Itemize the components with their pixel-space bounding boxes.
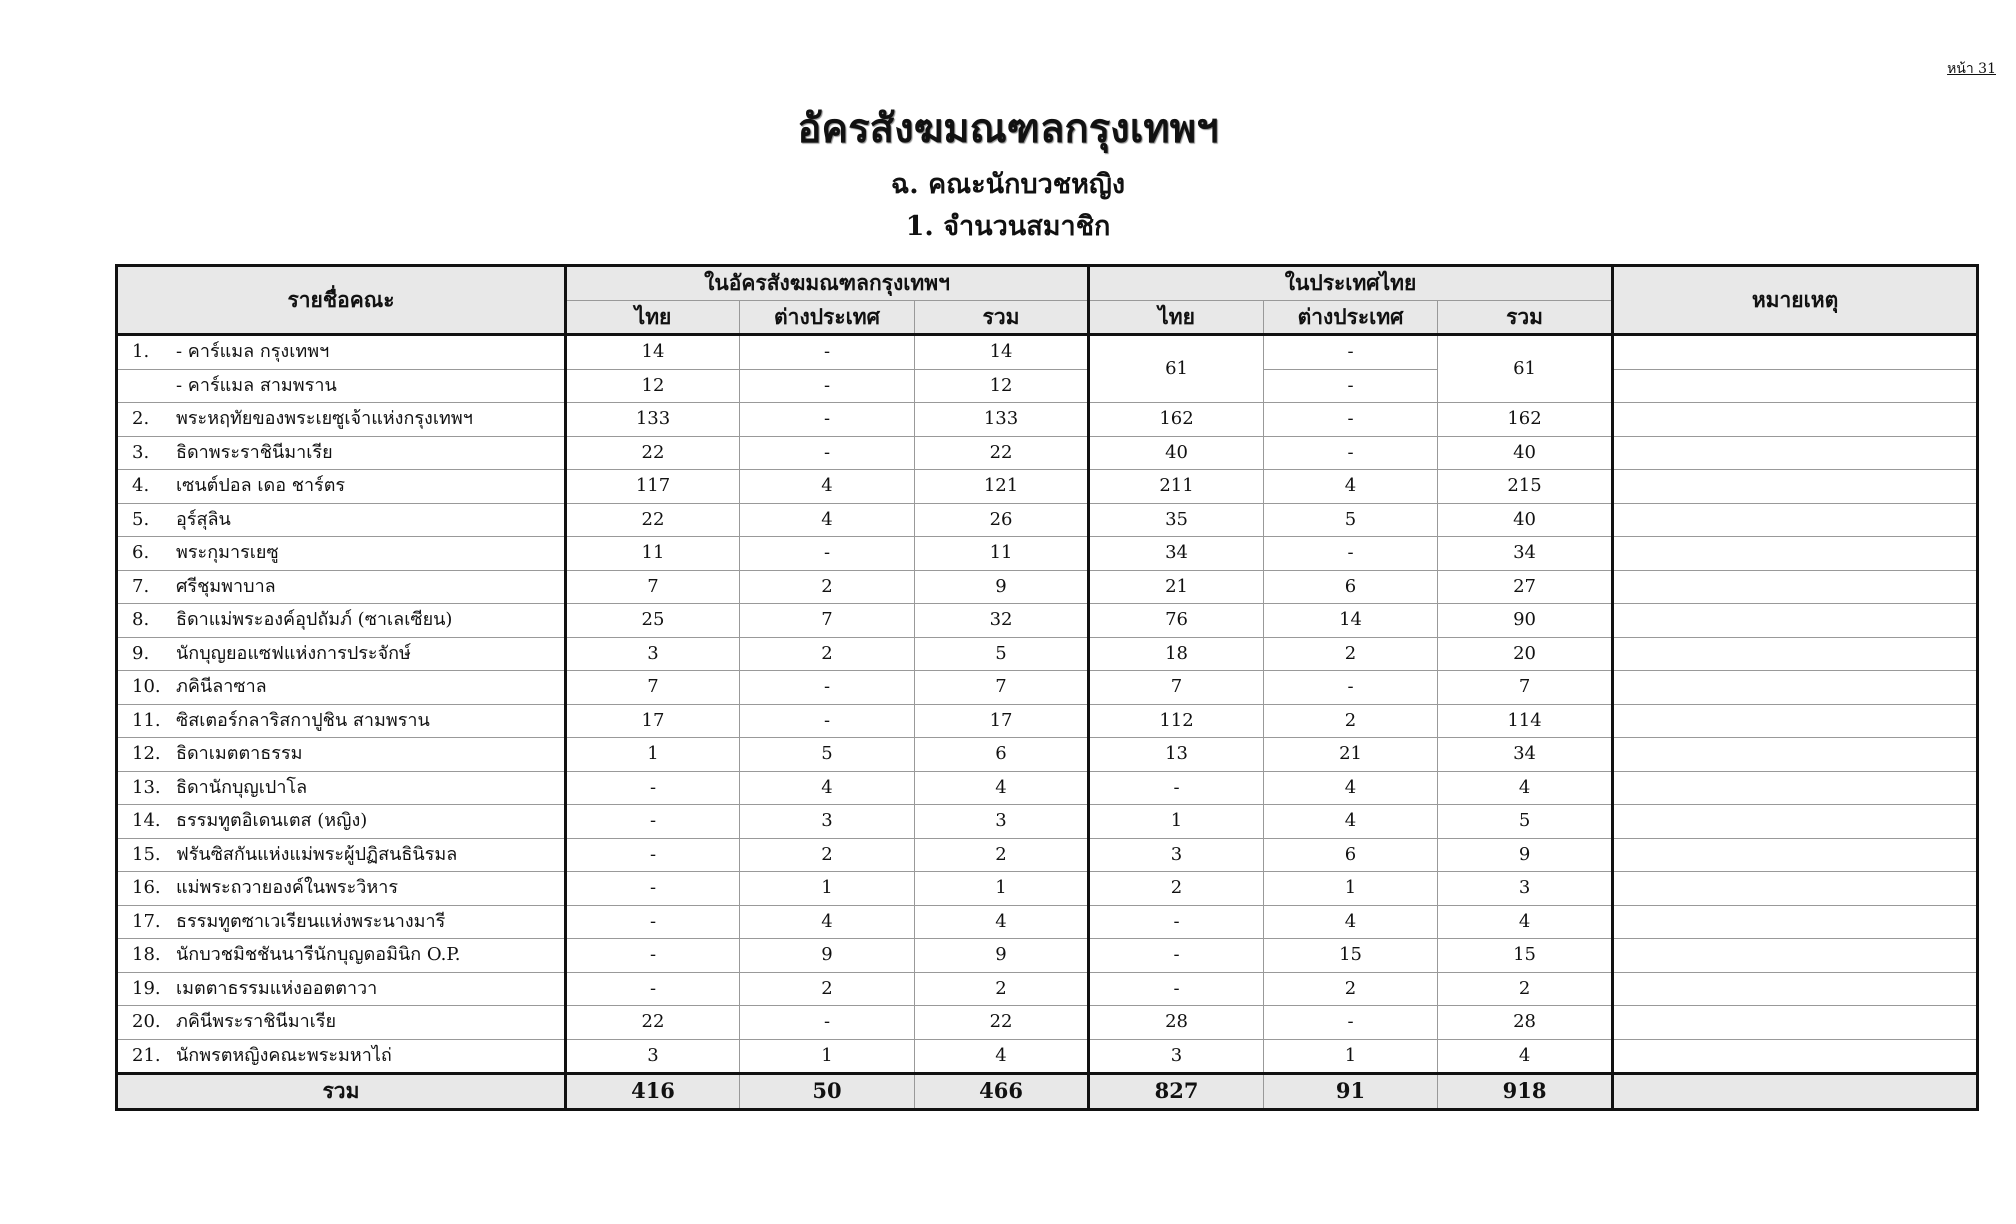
cell-t-thai: 28 [1089, 1006, 1264, 1040]
cell-t-foreign: 6 [1264, 570, 1438, 604]
table-row [117, 805, 1978, 839]
row-name-cell [117, 805, 566, 839]
row-name: นักบวชมิชชันนารีนักบุญดอมินิก O.P. [176, 944, 461, 966]
cell-t-total: 34 [1438, 537, 1613, 571]
row-index: 5. [132, 508, 150, 530]
cell-remark [1613, 1006, 1978, 1040]
cell-t-foreign: 2 [1264, 972, 1438, 1006]
cell-b-foreign: - [740, 1006, 915, 1040]
cell-remark [1613, 805, 1978, 839]
cell-t-foreign: 1 [1264, 1039, 1438, 1074]
cell-b-foreign: - [740, 704, 915, 738]
cell-b-total: 2 [915, 838, 1089, 872]
cell-b-foreign: - [740, 369, 915, 403]
row-name: - คาร์แมล กรุงเทพฯ [176, 341, 330, 363]
cell-remark [1613, 637, 1978, 671]
cell-b-total: 133 [915, 403, 1089, 437]
row-name: ธิดานักบุญเปาโล [176, 776, 308, 798]
cell-b-total: 22 [915, 1006, 1089, 1040]
cell-b-foreign: 4 [740, 905, 915, 939]
row-index: 10. [132, 676, 161, 698]
cell-b-thai: 22 [566, 436, 740, 470]
row-index: 9. [132, 642, 150, 664]
cell-t-thai: - [1089, 771, 1264, 805]
cell-t-foreign: 2 [1264, 637, 1438, 671]
row-name-cell [117, 671, 566, 705]
cell-b-foreign: - [740, 403, 915, 437]
cell-b-thai: 25 [566, 604, 740, 638]
row-index: 7. [132, 575, 150, 597]
cell-t-foreign: 4 [1264, 470, 1438, 504]
row-name: อุร์สุลิน [176, 508, 231, 530]
row-name: ภคินีลาซาล [176, 676, 267, 698]
header-t-total: รวม [1438, 300, 1613, 335]
table-row [117, 604, 1978, 638]
cell-t-foreign: 14 [1264, 604, 1438, 638]
table-row [117, 470, 1978, 504]
row-name-cell [117, 604, 566, 638]
cell-remark [1613, 537, 1978, 571]
table-row [117, 436, 1978, 470]
cell-b-total: 22 [915, 436, 1089, 470]
cell-t-thai: 3 [1089, 838, 1264, 872]
header-t-foreign: ต่างประเทศ [1264, 300, 1438, 335]
total-t-total: 918 [1438, 1074, 1613, 1110]
members-table [115, 264, 1979, 1111]
cell-t-foreign: 21 [1264, 738, 1438, 772]
table-row [117, 738, 1978, 772]
cell-remark [1613, 570, 1978, 604]
cell-b-thai: 14 [566, 335, 740, 370]
cell-t-thai: - [1089, 972, 1264, 1006]
header-name: รายชื่อคณะ [117, 266, 566, 335]
cell-remark [1613, 470, 1978, 504]
table-row [117, 972, 1978, 1006]
cell-b-total: 11 [915, 537, 1089, 571]
row-name: ภคินีพระราชินีมาเรีย [176, 1011, 337, 1033]
cell-t-foreign: 6 [1264, 838, 1438, 872]
cell-b-total: 17 [915, 704, 1089, 738]
cell-t-thai: 18 [1089, 637, 1264, 671]
cell-remark [1613, 704, 1978, 738]
row-index: 19. [132, 977, 161, 999]
cell-t-thai: 7 [1089, 671, 1264, 705]
cell-t-foreign: 1 [1264, 872, 1438, 906]
cell-remark [1613, 872, 1978, 906]
cell-t-total: 3 [1438, 872, 1613, 906]
cell-t-thai: 61 [1089, 335, 1264, 403]
header-group-bangkok: ในอัครสังฆมณฑลกรุงเทพฯ [566, 266, 1089, 301]
row-name: ฟรันซิสกันแห่งแม่พระผู้ปฏิสนธินิรมล [176, 843, 458, 865]
row-name: นักพรตหญิงคณะพระมหาไถ่ [176, 1044, 392, 1066]
cell-t-thai: - [1089, 939, 1264, 973]
cell-b-total: 6 [915, 738, 1089, 772]
cell-t-total: 34 [1438, 738, 1613, 772]
cell-remark [1613, 403, 1978, 437]
row-index: 4. [132, 475, 150, 497]
row-name: เมตตาธรรมแห่งออตตาวา [176, 977, 378, 999]
cell-b-thai: 17 [566, 704, 740, 738]
table-row [117, 1006, 1978, 1040]
row-name-cell [117, 570, 566, 604]
cell-t-thai: 3 [1089, 1039, 1264, 1074]
cell-t-thai: 21 [1089, 570, 1264, 604]
cell-t-foreign: - [1264, 671, 1438, 705]
cell-b-total: 4 [915, 771, 1089, 805]
page-title: อัครสังฆมณฑลกรุงเทพฯ [797, 105, 1219, 152]
cell-b-foreign: 2 [740, 838, 915, 872]
row-index: 12. [132, 743, 161, 765]
total-t-thai: 827 [1089, 1074, 1264, 1110]
cell-remark [1613, 738, 1978, 772]
cell-t-total: 114 [1438, 704, 1613, 738]
cell-b-total: 2 [915, 972, 1089, 1006]
row-name-cell [117, 905, 566, 939]
cell-b-total: 3 [915, 805, 1089, 839]
cell-t-total: 61 [1438, 335, 1613, 403]
cell-b-foreign: - [740, 671, 915, 705]
cell-b-thai: 11 [566, 537, 740, 571]
cell-b-foreign: - [740, 436, 915, 470]
row-name-cell [117, 771, 566, 805]
row-index: 20. [132, 1011, 161, 1033]
cell-t-total: 90 [1438, 604, 1613, 638]
total-remark [1613, 1074, 1978, 1110]
cell-remark [1613, 503, 1978, 537]
cell-remark [1613, 436, 1978, 470]
cell-t-total: 9 [1438, 838, 1613, 872]
row-name: พระหฤทัยของพระเยซูเจ้าแห่งกรุงเทพฯ [176, 408, 473, 430]
cell-t-thai: 76 [1089, 604, 1264, 638]
cell-b-thai: 133 [566, 403, 740, 437]
cell-b-thai: - [566, 872, 740, 906]
table-row [117, 403, 1978, 437]
cell-b-thai: - [566, 771, 740, 805]
cell-b-foreign: 9 [740, 939, 915, 973]
table-row [117, 872, 1978, 906]
cell-b-foreign: 7 [740, 604, 915, 638]
cell-b-total: 121 [915, 470, 1089, 504]
cell-t-total: 27 [1438, 570, 1613, 604]
cell-b-thai: 22 [566, 503, 740, 537]
cell-b-foreign: 5 [740, 738, 915, 772]
row-index: 6. [132, 542, 150, 564]
cell-remark [1613, 905, 1978, 939]
cell-b-thai: - [566, 905, 740, 939]
cell-t-foreign: 4 [1264, 805, 1438, 839]
table-row [117, 838, 1978, 872]
cell-b-thai: - [566, 972, 740, 1006]
cell-t-foreign: - [1264, 403, 1438, 437]
total-label: รวม [117, 1074, 566, 1110]
cell-b-thai: 3 [566, 1039, 740, 1074]
cell-b-foreign: 1 [740, 872, 915, 906]
table-row [117, 704, 1978, 738]
cell-b-foreign: - [740, 335, 915, 370]
cell-t-foreign: 15 [1264, 939, 1438, 973]
cell-t-total: 4 [1438, 1039, 1613, 1074]
cell-remark [1613, 1039, 1978, 1074]
row-name-cell [117, 503, 566, 537]
row-name-cell [117, 704, 566, 738]
cell-t-thai: - [1089, 905, 1264, 939]
cell-remark [1613, 972, 1978, 1006]
cell-b-foreign: - [740, 537, 915, 571]
table-row [117, 671, 1978, 705]
cell-remark [1613, 771, 1978, 805]
cell-b-total: 7 [915, 671, 1089, 705]
header-group-thailand: ในประเทศไทย [1089, 266, 1613, 301]
table-row [117, 570, 1978, 604]
section-subtitle: ฉ. คณะนักบวชหญิง [890, 169, 1126, 200]
cell-b-total: 9 [915, 939, 1089, 973]
total-b-foreign: 50 [740, 1074, 915, 1110]
cell-b-total: 4 [915, 905, 1089, 939]
table-row [117, 939, 1978, 973]
cell-remark [1613, 604, 1978, 638]
cell-b-total: 1 [915, 872, 1089, 906]
total-row [117, 1074, 1978, 1110]
cell-t-foreign: - [1264, 335, 1438, 370]
row-name-cell [117, 1039, 566, 1074]
cell-t-foreign: 4 [1264, 905, 1438, 939]
cell-t-thai: 2 [1089, 872, 1264, 906]
row-name-cell [117, 939, 566, 973]
cell-remark [1613, 838, 1978, 872]
row-index: 16. [132, 877, 161, 899]
row-name: ธิดาเมตตาธรรม [176, 743, 303, 765]
row-name-cell [117, 872, 566, 906]
cell-t-foreign: - [1264, 436, 1438, 470]
cell-t-total: 15 [1438, 939, 1613, 973]
row-name-cell [117, 335, 566, 370]
row-name: ซิสเตอร์กลาริสกาปูชิน สามพราน [176, 709, 430, 731]
cell-remark [1613, 671, 1978, 705]
cell-b-thai: 1 [566, 738, 740, 772]
cell-b-foreign: 3 [740, 805, 915, 839]
row-index: 15. [132, 843, 161, 865]
row-index: 1. [132, 341, 150, 363]
cell-t-total: 28 [1438, 1006, 1613, 1040]
cell-t-foreign: 5 [1264, 503, 1438, 537]
cell-t-thai: 1 [1089, 805, 1264, 839]
cell-b-total: 9 [915, 570, 1089, 604]
row-name: - คาร์แมล สามพราน [176, 374, 337, 396]
cell-t-thai: 211 [1089, 470, 1264, 504]
cell-b-foreign: 2 [740, 972, 915, 1006]
cell-t-total: 4 [1438, 771, 1613, 805]
table-row [117, 503, 1978, 537]
row-name-cell [117, 436, 566, 470]
cell-b-total: 32 [915, 604, 1089, 638]
table-row [117, 1039, 1978, 1074]
page-number: หน้า 31 [1947, 61, 1996, 77]
cell-b-foreign: 2 [740, 637, 915, 671]
cell-remark [1613, 939, 1978, 973]
cell-t-total: 7 [1438, 671, 1613, 705]
row-name: เซนต์ปอล เดอ ชาร์ตร [176, 475, 346, 497]
cell-t-total: 20 [1438, 637, 1613, 671]
header-b-thai: ไทย [566, 300, 740, 335]
total-t-foreign: 91 [1264, 1074, 1438, 1110]
row-name-cell [117, 470, 566, 504]
row-name-cell [117, 1006, 566, 1040]
row-index: 18. [132, 944, 161, 966]
row-name: พระกุมารเยซู [176, 542, 279, 564]
cell-b-thai: - [566, 939, 740, 973]
row-name-cell [117, 403, 566, 437]
row-index: 11. [132, 709, 161, 731]
row-name: นักบุญยอแซฟแห่งการประจักษ์ [176, 642, 411, 664]
cell-b-foreign: 4 [740, 771, 915, 805]
header-b-total: รวม [915, 300, 1089, 335]
cell-b-total: 26 [915, 503, 1089, 537]
cell-b-thai: 117 [566, 470, 740, 504]
cell-t-thai: 40 [1089, 436, 1264, 470]
cell-t-thai: 162 [1089, 403, 1264, 437]
row-name: ธิดาแม่พระองค์อุปถัมภ์ (ซาเลเซียน) [176, 609, 453, 631]
row-index: 21. [132, 1044, 161, 1066]
cell-b-total: 12 [915, 369, 1089, 403]
row-name: ธรรมทูตอิเดนเตส (หญิง) [176, 810, 368, 832]
cell-t-thai: 35 [1089, 503, 1264, 537]
cell-b-thai: 7 [566, 570, 740, 604]
cell-t-thai: 112 [1089, 704, 1264, 738]
total-b-total: 466 [915, 1074, 1089, 1110]
table-subtitle: 1. จำนวนสมาชิก [905, 211, 1111, 242]
cell-t-total: 40 [1438, 503, 1613, 537]
row-name: แม่พระถวายองค์ในพระวิหาร [176, 877, 399, 899]
row-index: 13. [132, 776, 161, 798]
cell-t-foreign: - [1264, 1006, 1438, 1040]
cell-t-total: 215 [1438, 470, 1613, 504]
cell-b-foreign: 4 [740, 503, 915, 537]
row-index: 14. [132, 810, 161, 832]
cell-t-foreign: 4 [1264, 771, 1438, 805]
row-index: 2. [132, 408, 150, 430]
cell-t-foreign: - [1264, 537, 1438, 571]
cell-b-thai: 22 [566, 1006, 740, 1040]
cell-t-thai: 13 [1089, 738, 1264, 772]
cell-b-total: 4 [915, 1039, 1089, 1074]
row-index: 17. [132, 910, 161, 932]
header-row-groups [117, 266, 1978, 301]
table-row [117, 335, 1978, 370]
row-name: ธิดาพระราชินีมาเรีย [176, 441, 333, 463]
header-remark: หมายเหตุ [1613, 266, 1978, 335]
total-b-thai: 416 [566, 1074, 740, 1110]
cell-remark [1613, 369, 1978, 403]
table-row [117, 637, 1978, 671]
cell-t-thai: 34 [1089, 537, 1264, 571]
cell-b-thai: 3 [566, 637, 740, 671]
row-index: 3. [132, 441, 150, 463]
cell-b-total: 5 [915, 637, 1089, 671]
table-row [117, 537, 1978, 571]
row-index: 8. [132, 609, 150, 631]
table-row [117, 369, 1978, 403]
row-name-cell [117, 838, 566, 872]
cell-b-thai: 7 [566, 671, 740, 705]
cell-remark [1613, 335, 1978, 370]
cell-t-foreign: 2 [1264, 704, 1438, 738]
row-name-cell [117, 537, 566, 571]
cell-t-total: 2 [1438, 972, 1613, 1006]
row-name-cell [117, 369, 566, 403]
cell-t-foreign: - [1264, 369, 1438, 403]
cell-t-total: 5 [1438, 805, 1613, 839]
cell-t-total: 162 [1438, 403, 1613, 437]
cell-b-foreign: 1 [740, 1039, 915, 1074]
cell-b-thai: - [566, 838, 740, 872]
header-b-foreign: ต่างประเทศ [740, 300, 915, 335]
table-row [117, 905, 1978, 939]
row-name-cell [117, 972, 566, 1006]
row-name-cell [117, 637, 566, 671]
header-t-thai: ไทย [1089, 300, 1264, 335]
row-name: ธรรมทูตซาเวเรียนแห่งพระนางมารี [176, 910, 446, 932]
cell-b-total: 14 [915, 335, 1089, 370]
cell-b-thai: - [566, 805, 740, 839]
row-name-cell [117, 738, 566, 772]
cell-b-foreign: 2 [740, 570, 915, 604]
cell-t-total: 40 [1438, 436, 1613, 470]
cell-b-foreign: 4 [740, 470, 915, 504]
cell-t-total: 4 [1438, 905, 1613, 939]
cell-b-thai: 12 [566, 369, 740, 403]
table-row [117, 771, 1978, 805]
row-name: ศรีชุมพาบาล [176, 575, 276, 597]
